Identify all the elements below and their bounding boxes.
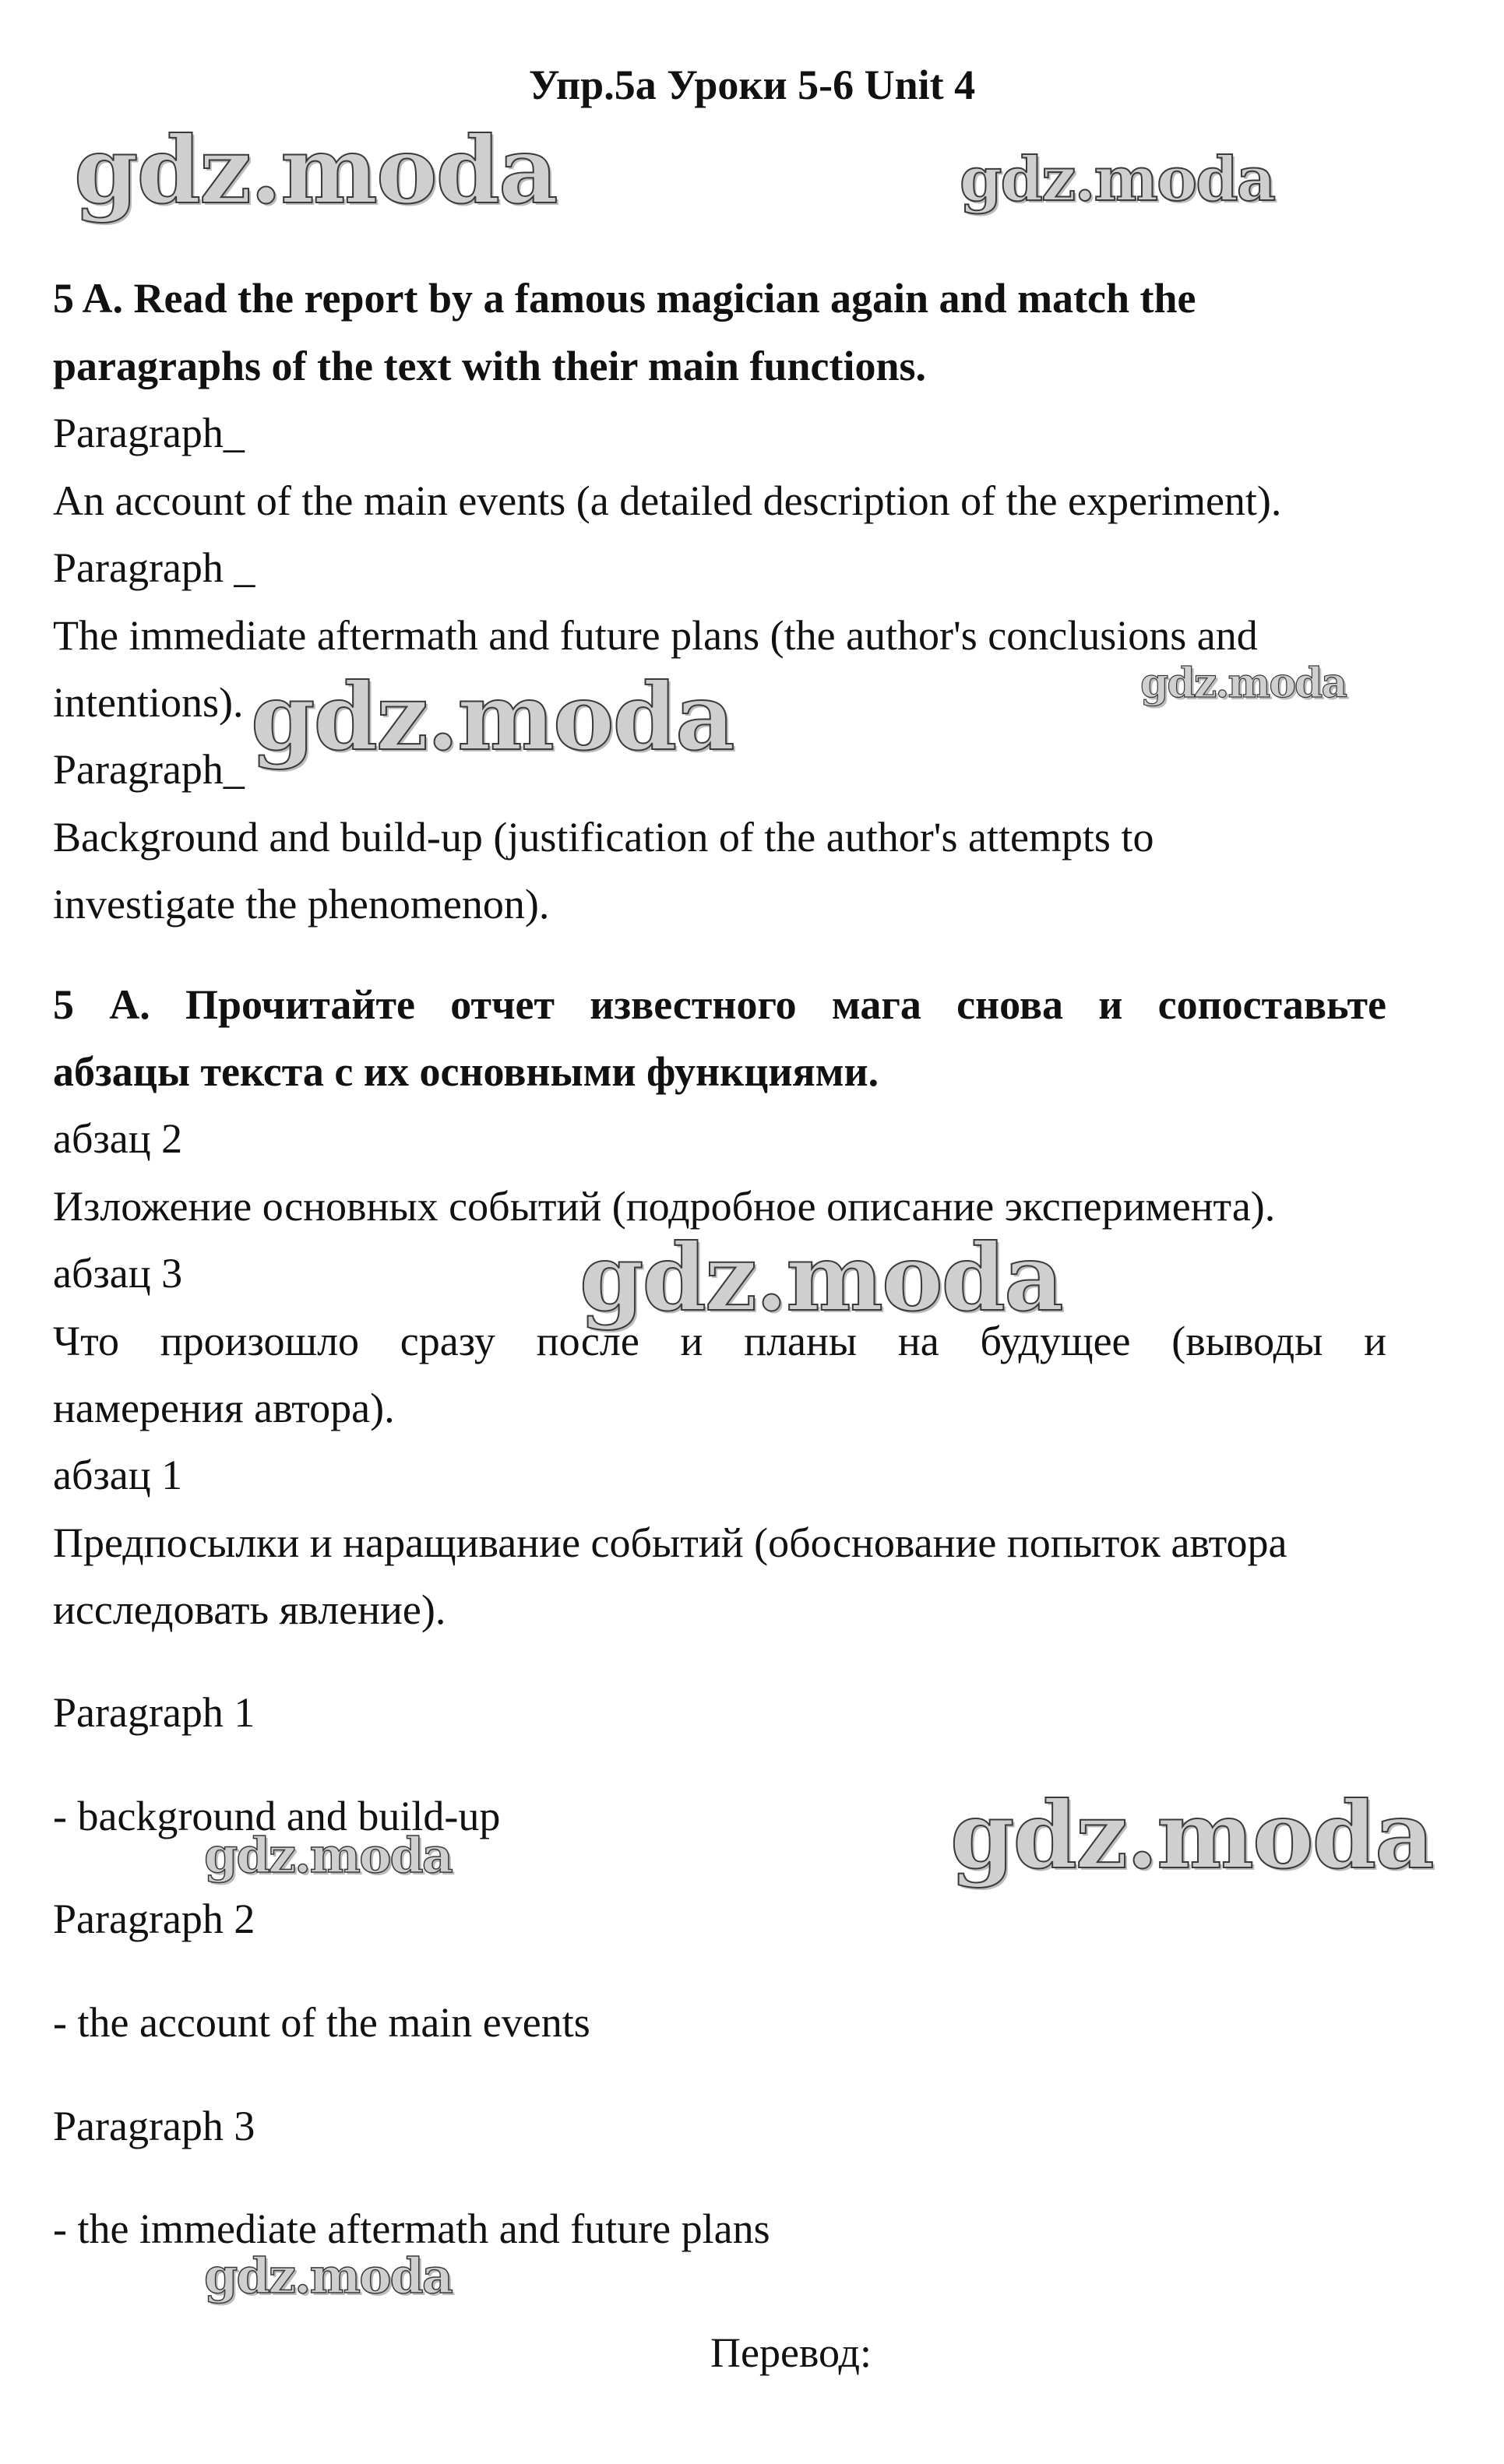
answer-function-text: - the account of the main events (53, 1999, 590, 2046)
russian-function-text: Что произошло сразу после и планы на будущее (выводы и (53, 1318, 1386, 1364)
watermark: gdz.moda (251, 663, 734, 771)
watermark: gdz.moda (204, 1827, 452, 1884)
russian-task-heading-line-1: 5 А. Прочитайте отчет известного мага снова и сопоставьте (53, 981, 1386, 1028)
russian-function-text: намерения автора). (53, 1385, 395, 1431)
russian-paragraph-label: абзац 3 (53, 1250, 183, 1297)
english-function-text: The immediate aftermath and future plans (the author's conclusions and (53, 612, 1258, 659)
english-paragraph-label: Paragraph_ (53, 746, 245, 793)
watermark: gdz.moda (950, 1781, 1433, 1889)
english-function-text: Background and build-up (justification of the author's attempts to (53, 814, 1154, 861)
answer-function-text: - the immediate aftermath and future plans (53, 2205, 770, 2252)
russian-function-text: исследовать явление). (53, 1586, 446, 1633)
russian-function-text: Изложение основных событий (подробное описание эксперимента). (53, 1183, 1276, 1230)
english-paragraph-label: Paragraph_ (53, 410, 245, 456)
russian-paragraph-label: абзац 1 (53, 1452, 183, 1498)
english-function-text: An account of the main events (a detailed description of the experiment). (53, 477, 1282, 524)
answer-paragraph-label: Paragraph 2 (53, 1896, 255, 1942)
russian-task-heading-line-2: абзацы текста с их основными функциями. (53, 1048, 879, 1095)
page-title: Упр.5а Уроки 5-6 Unit 4 (528, 62, 976, 108)
answer-paragraph-label: Paragraph 1 (53, 1689, 255, 1736)
russian-paragraph-label: абзац 2 (53, 1115, 183, 1162)
english-task-heading-line-2: paragraphs of the text with their main functions. (53, 343, 927, 389)
watermark: gdz.moda (579, 1223, 1062, 1332)
watermark: gdz.moda (204, 2248, 452, 2304)
english-paragraph-label: Paragraph _ (53, 544, 255, 591)
answer-function-text: - background and build-up (53, 1793, 501, 1839)
answer-paragraph-label: Paragraph 3 (53, 2103, 255, 2149)
watermark: gdz.moda (74, 116, 557, 224)
translation-label: Перевод: (710, 2329, 872, 2376)
english-function-text: investigate the phenomenon). (53, 881, 550, 928)
russian-function-text: Предпосылки и наращивание событий (обоснование попыток автора (53, 1519, 1287, 1566)
watermark: gdz.moda (960, 144, 1275, 215)
english-function-text: intentions). (53, 679, 244, 726)
english-task-heading-line-1: 5 A. Read the report by a famous magician again and match the (53, 275, 1196, 322)
watermark: gdz.moda (1140, 660, 1347, 707)
